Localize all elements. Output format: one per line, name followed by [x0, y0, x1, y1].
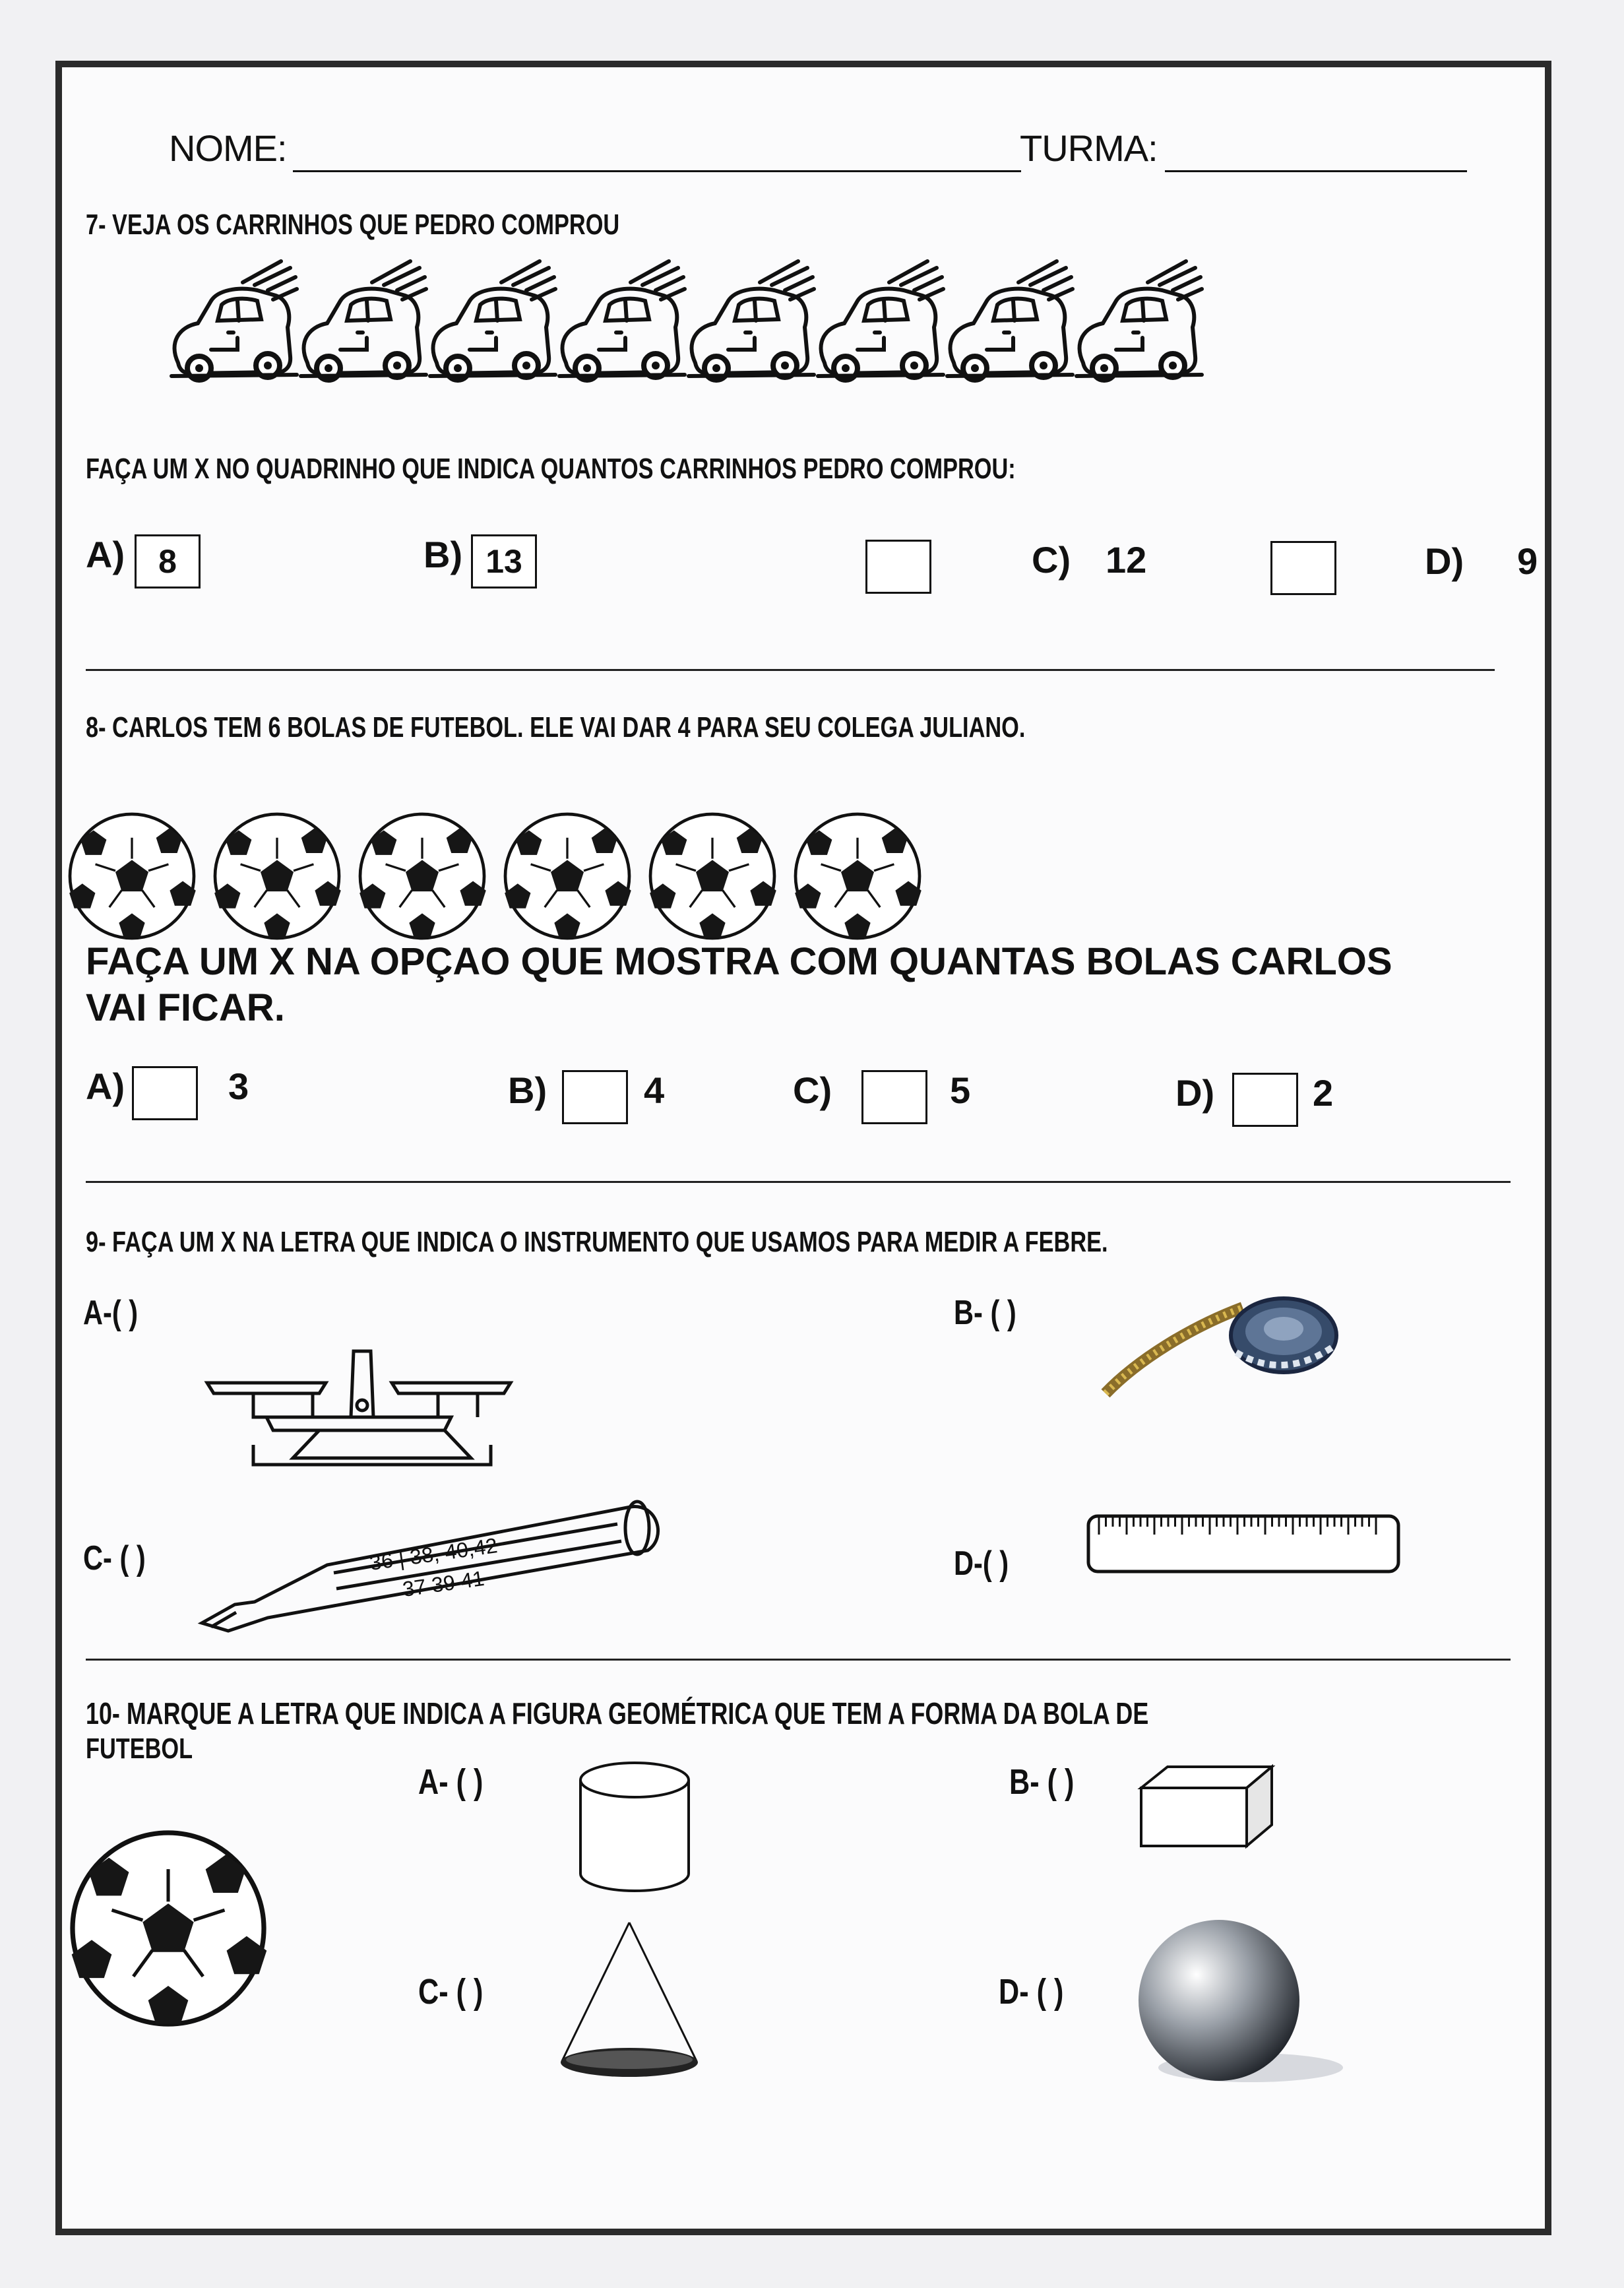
q7-option-d-box[interactable] [1270, 541, 1336, 595]
divider [86, 669, 1495, 671]
car-icon [172, 261, 297, 380]
q8-option-c-value: 5 [950, 1069, 971, 1111]
q8-option-a-letter: A) [86, 1065, 125, 1107]
name-field[interactable] [293, 170, 1021, 172]
soccer-ball-icon [72, 1833, 267, 2024]
car-icon [947, 261, 1073, 380]
q10-option-d-label[interactable]: D- ( ) [999, 1972, 1064, 2012]
car-icon [430, 261, 555, 380]
box-prism-icon [1135, 1762, 1286, 1854]
thermometer-icon [195, 1491, 683, 1636]
q7-option-a-letter: A) [86, 534, 125, 575]
soccer-ball-icon [359, 814, 486, 938]
q8-option-a-box[interactable] [132, 1066, 198, 1120]
q10-option-b-label[interactable]: B- ( ) [1009, 1762, 1075, 1802]
q8-option-d-box[interactable] [1232, 1073, 1298, 1127]
q8-option-d-letter: D) [1175, 1072, 1215, 1114]
q7-option-b-box[interactable]: 13 [471, 534, 537, 588]
q9-option-c-label[interactable]: C- ( ) [83, 1539, 146, 1577]
class-field[interactable] [1165, 170, 1467, 172]
q9-option-a-label[interactable]: A-( ) [83, 1294, 139, 1332]
q9-option-b-label[interactable]: B- ( ) [954, 1294, 1016, 1332]
divider [86, 1181, 1511, 1183]
q10-title-line1: 10- MARQUE A LETRA QUE INDICA A FIGURA GEOMÉTRICA QUE TEM A FORMA DA BOLA DE [86, 1696, 1149, 1731]
ruler-icon [1082, 1506, 1412, 1585]
divider [86, 1659, 1511, 1661]
soccer-ball-icon [650, 814, 776, 938]
q8-option-a-value: 3 [228, 1065, 249, 1107]
q10-title-line2: FUTEBOL [86, 1732, 193, 1765]
q7-option-b-letter: B) [423, 534, 463, 575]
thermometer-bottom-scale: 37 39 41 [400, 1566, 486, 1601]
soccer-ball-icon [69, 814, 196, 938]
q7-option-d-value: 9 [1517, 540, 1538, 582]
car-icon [1077, 261, 1202, 380]
balance-scale-icon [201, 1346, 544, 1471]
q9-option-d-label[interactable]: D-( ) [954, 1544, 1009, 1583]
class-label: TURMA: [1020, 127, 1158, 169]
q8-instruction-line2: VAI FICAR. [86, 986, 285, 1029]
car-icon [689, 261, 814, 380]
q8-option-b-value: 4 [644, 1069, 665, 1111]
soccer-ball-icon [214, 814, 341, 938]
q7-title: 7- VEJA OS CARRINHOS QUE PEDRO COMPROU [86, 208, 620, 241]
cylinder-icon [573, 1758, 698, 1903]
name-label: NOME: [169, 127, 287, 169]
sphere-icon [1132, 1912, 1343, 2097]
q7-option-a-box[interactable]: 8 [135, 534, 201, 588]
car-row [165, 264, 1286, 409]
q7-option-c-box[interactable] [865, 540, 931, 594]
cone-icon [551, 1916, 710, 2087]
q8-option-d-value: 2 [1313, 1072, 1334, 1114]
q8-instruction-line1: FAÇA UM X NA OPÇAO QUE MOSTRA COM QUANTAS BOLAS CARLOS [86, 940, 1392, 983]
q7-option-c-letter: C) [1032, 539, 1071, 581]
q8-option-c-box[interactable] [861, 1070, 927, 1124]
q9-title: 9- FAÇA UM X NA LETRA QUE INDICA O INSTRUMENTO QUE USAMOS PARA MEDIR A FEBRE. [86, 1226, 1108, 1258]
q7-option-d-letter: D) [1425, 540, 1464, 582]
q8-option-c-letter: C) [793, 1069, 832, 1111]
thermometer-top-scale: 36 | 38, 40,42 [367, 1533, 499, 1575]
car-icon [559, 261, 685, 380]
q8-option-b-box[interactable] [562, 1070, 628, 1124]
q8-option-b-letter: B) [508, 1069, 547, 1111]
soccer-ball-icon [505, 814, 631, 938]
q8-title: 8- CARLOS TEM 6 BOLAS DE FUTEBOL. ELE VAI DAR 4 PARA SEU COLEGA JULIANO. [86, 711, 1026, 744]
ball-row [69, 810, 939, 949]
q7-instruction: FAÇA UM X NO QUADRINHO QUE INDICA QUANTOS CARRINHOS PEDRO COMPROU: [86, 453, 1016, 485]
car-icon [301, 261, 426, 380]
soccer-ball-icon [66, 1826, 270, 2031]
q7-option-c-value: 12 [1106, 539, 1147, 581]
soccer-ball-icon [795, 814, 921, 938]
q10-option-a-label[interactable]: A- ( ) [418, 1762, 484, 1802]
tape-measure-icon [1098, 1281, 1348, 1407]
car-icon [818, 261, 943, 380]
q10-option-c-label[interactable]: C- ( ) [418, 1972, 484, 2012]
